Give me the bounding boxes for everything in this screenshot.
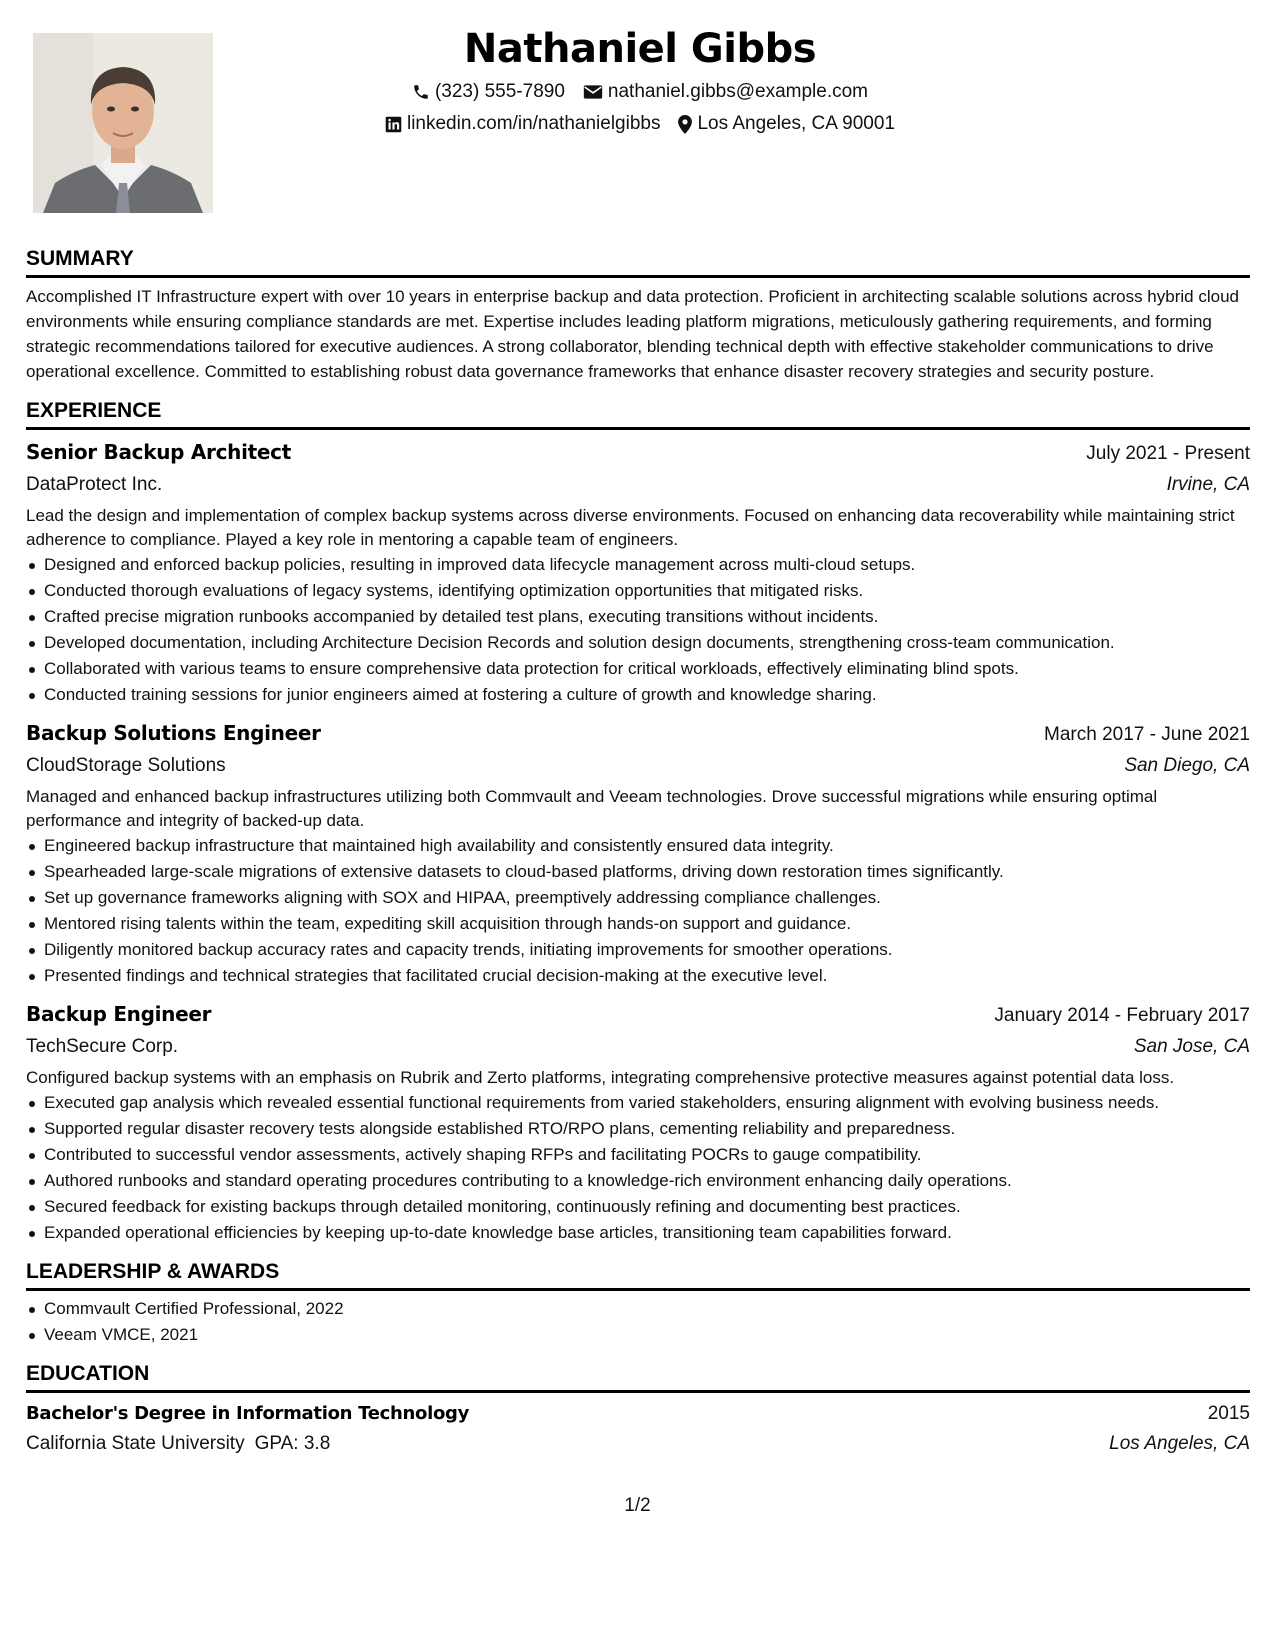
- bullet-item: Conducted training sessions for junior engineers aimed at fostering a culture of growth and knowledge sharing.: [26, 683, 1250, 707]
- job-bullets: [26, 834, 1250, 988]
- graduation-year: 2015: [1207, 1403, 1250, 1424]
- job-dates: March 2017 - June 2021: [1044, 724, 1250, 745]
- phone-icon: [412, 83, 430, 101]
- email-address[interactable]: nathaniel.gibbs@example.com: [607, 81, 869, 102]
- contact-linkedin: [385, 108, 661, 140]
- profile-photo: [33, 33, 213, 213]
- job-dates: July 2021 - Present: [1086, 443, 1250, 464]
- bullet-item: Conducted thorough evaluations of legacy systems, identifying optimization opportunities that mitigated risks.: [26, 579, 1250, 603]
- bullet-item: Collaborated with various teams to ensure comprehensive data protection for critical workloads, effectively eliminating blind spots.: [26, 657, 1250, 681]
- bullet-item: Contributed to successful vendor assessments, actively shaping RFPs and facilitating POCRs to gauge compatibility.: [26, 1143, 1250, 1167]
- school-location: Los Angeles, CA: [1109, 1433, 1250, 1454]
- candidate-name: Nathaniel Gibbs: [463, 26, 817, 72]
- awards-list: [26, 1297, 1250, 1347]
- contact-line-2: [240, 108, 1040, 140]
- section-title-experience: EXPERIENCE: [26, 396, 1250, 430]
- resume-body: [26, 244, 1250, 1471]
- school-name: California State University: [26, 1433, 245, 1454]
- company-name: CloudStorage Solutions: [26, 755, 226, 776]
- bullet-item: Executed gap analysis which revealed essential functional requirements from varied stakeholders, ensuring alignment with evolving business needs.: [26, 1091, 1250, 1115]
- contact-line-1: [240, 76, 1040, 108]
- job-location: San Diego, CA: [1124, 755, 1250, 776]
- job-entry: [26, 998, 1250, 1245]
- page-number: 1/2: [624, 1495, 651, 1516]
- summary-section: [26, 244, 1250, 384]
- job-entry: [26, 717, 1250, 988]
- job-bullets: [26, 1091, 1250, 1245]
- bullet-item: Set up governance frameworks aligning with SOX and HIPAA, preemptively addressing compliance challenges.: [26, 886, 1250, 910]
- job-description: Lead the design and implementation of complex backup systems across diverse environments. Focused on enhancing data recoverability while maintaining strict adherence to compliance. Played a key role in mentoring a capable team of engineers.: [26, 506, 1235, 549]
- contact-phone: [412, 76, 565, 108]
- award-item: Veeam VMCE, 2021: [26, 1323, 1250, 1347]
- job-location: Irvine, CA: [1166, 474, 1250, 495]
- map-pin-icon: [678, 115, 692, 134]
- bullet-item: Engineered backup infrastructure that maintained high availability and consistently ensured data integrity.: [26, 834, 1250, 858]
- phone-number[interactable]: (323) 555-7890: [434, 81, 565, 102]
- contact-email: [583, 76, 868, 108]
- bullet-item: Crafted precise migration runbooks accompanied by detailed test plans, executing transitions without incidents.: [26, 605, 1250, 629]
- section-title-awards: LEADERSHIP & AWARDS: [26, 1257, 1250, 1291]
- education-section: [26, 1359, 1250, 1459]
- gpa: GPA: 3.8: [254, 1433, 331, 1454]
- resume-header: [240, 22, 1040, 140]
- bullet-item: Expanded operational efficiencies by keeping up-to-date knowledge base articles, transitioning team capabilities forward.: [26, 1221, 1250, 1245]
- section-title-education: EDUCATION: [26, 1359, 1250, 1393]
- bullet-item: Mentored rising talents within the team, expediting skill acquisition through hands-on support and guidance.: [26, 912, 1250, 936]
- school-info: [26, 1430, 330, 1458]
- summary-text: Accomplished IT Infrastructure expert with over 10 years in enterprise backup and data protection. Proficient in architecting scalable solutions across hybrid cloud environments while ensuring compliance standards are met. Expertise includes leading platform migrations, meticulously gathering requirements, and forming strategic recommendations tailored for executive audiences. A strong collaborator, blending technical depth with effective stakeholder communications to drive operational excellence. Committed to establishing robust data governance frameworks that enhance disaster recovery strategies and security posture.: [26, 287, 1239, 381]
- linkedin-icon: [385, 116, 402, 133]
- job-dates: January 2014 - February 2017: [994, 1005, 1250, 1026]
- envelope-icon: [583, 84, 603, 100]
- job-description: Configured backup systems with an emphasis on Rubrik and Zerto platforms, integrating comprehensive protective measures against potential data loss.: [26, 1068, 1175, 1087]
- job-title: Backup Solutions Engineer: [26, 721, 321, 745]
- bullet-item: Diligently monitored backup accuracy rates and capacity trends, initiating improvements for smoother operations.: [26, 938, 1250, 962]
- contact-location: [678, 108, 895, 140]
- job-title: Senior Backup Architect: [26, 440, 291, 464]
- bullet-item: Secured feedback for existing backups through detailed monitoring, continuously refining and documenting best practices.: [26, 1195, 1250, 1219]
- bullet-item: Designed and enforced backup policies, resulting in improved data lifecycle management across multi-cloud setups.: [26, 553, 1250, 577]
- awards-section: [26, 1257, 1250, 1347]
- location-text: Los Angeles, CA 90001: [697, 113, 896, 134]
- job-title: Backup Engineer: [26, 1002, 212, 1026]
- job-location: San Jose, CA: [1133, 1036, 1250, 1057]
- job-entry: [26, 436, 1250, 707]
- bullet-item: Authored runbooks and standard operating procedures contributing to a knowledge-rich environment enhancing daily operations.: [26, 1169, 1250, 1193]
- experience-section: [26, 396, 1250, 1245]
- section-title-summary: SUMMARY: [26, 244, 1250, 278]
- bullet-item: Presented findings and technical strategies that facilitated crucial decision-making at the executive level.: [26, 964, 1250, 988]
- bullet-item: Developed documentation, including Architecture Decision Records and solution design documents, strengthening cross-team communication.: [26, 631, 1250, 655]
- bullet-item: Supported regular disaster recovery tests alongside established RTO/RPO plans, cementing reliability and preparedness.: [26, 1117, 1250, 1141]
- degree-name: Bachelor's Degree in Information Technology: [26, 1403, 470, 1424]
- bullet-item: Spearheaded large-scale migrations of extensive datasets to cloud-based platforms, driving down restoration times significantly.: [26, 860, 1250, 884]
- award-item: Commvault Certified Professional, 2022: [26, 1297, 1250, 1321]
- job-bullets: [26, 553, 1250, 707]
- job-description: Managed and enhanced backup infrastructures utilizing both Commvault and Veeam technologies. Drove successful migrations while ensuring optimal performance and integrity of backed-up data.: [26, 787, 1158, 830]
- linkedin-url[interactable]: linkedin.com/in/nathanielgibbs: [406, 113, 661, 134]
- company-name: TechSecure Corp.: [26, 1036, 179, 1057]
- company-name: DataProtect Inc.: [26, 474, 163, 495]
